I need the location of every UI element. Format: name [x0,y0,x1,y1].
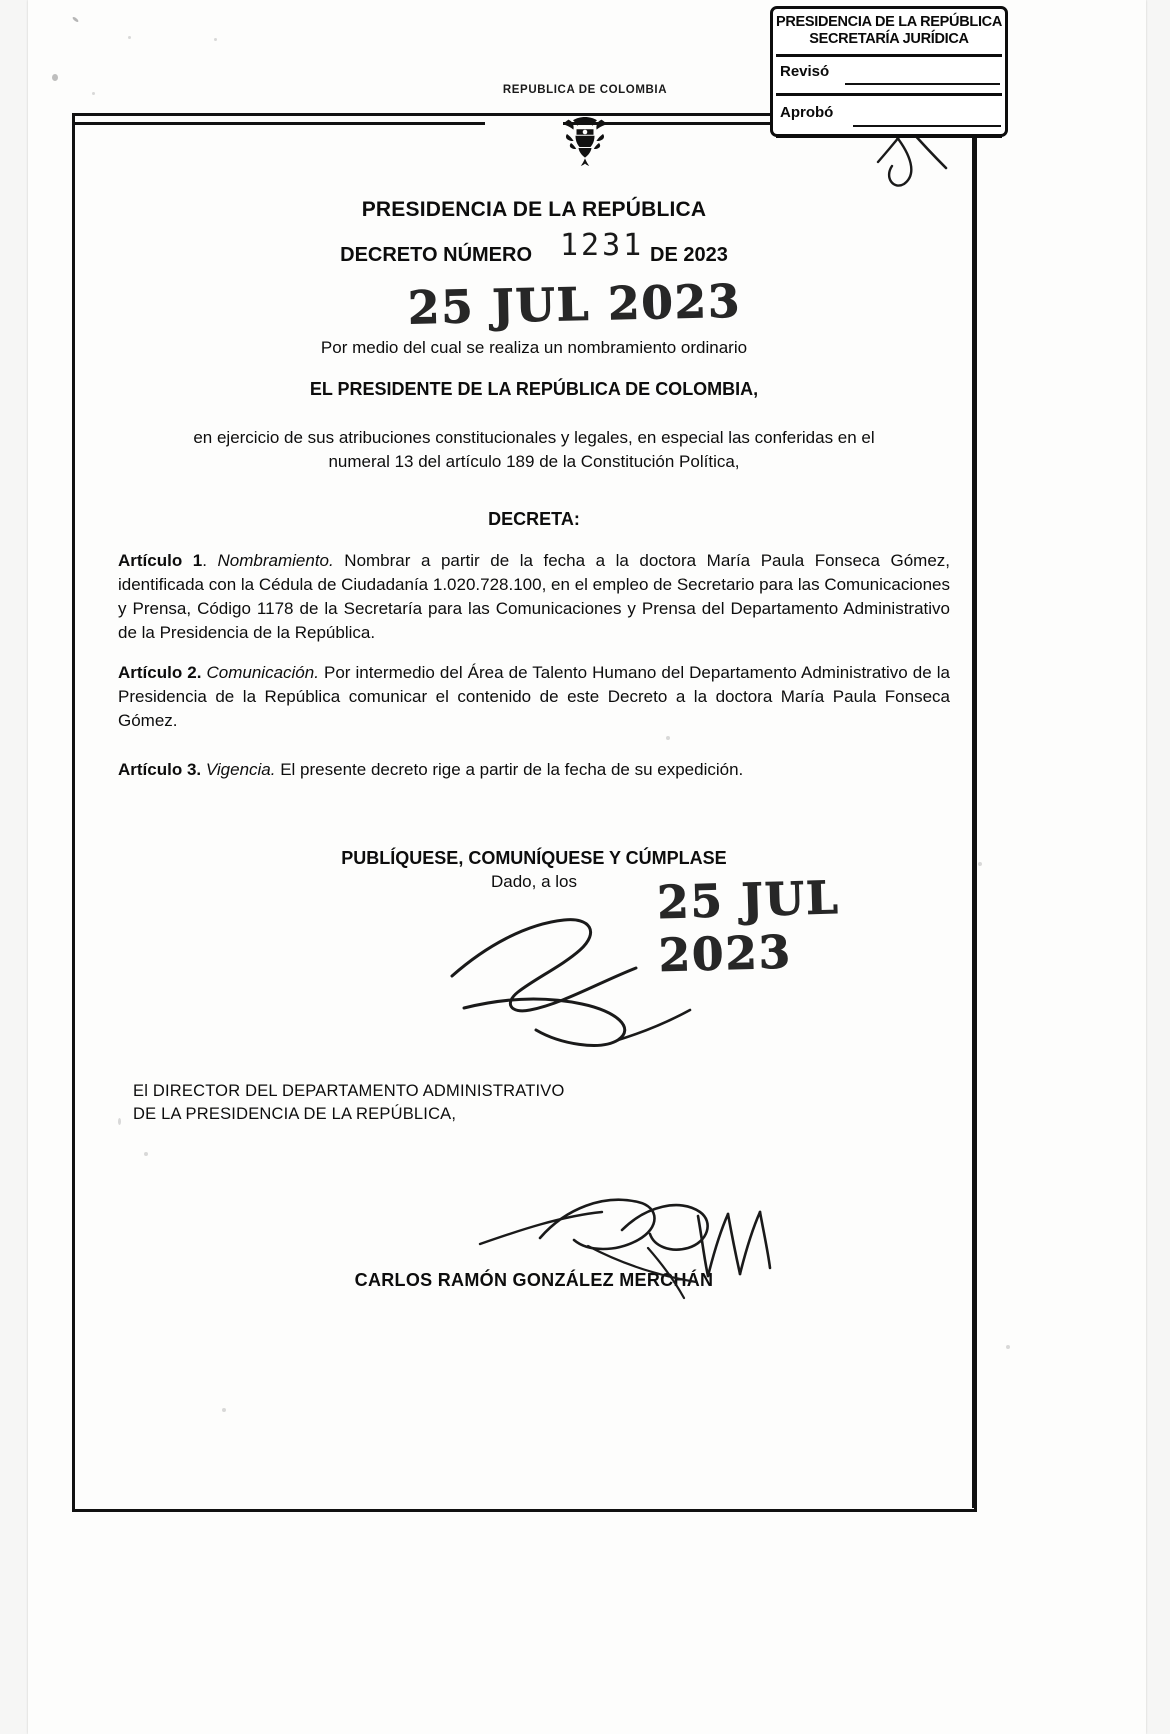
issuer-heading: EL PRESIDENTE DE LA REPÚBLICA DE COLOMBIA, [309,379,759,399]
article-1-title: Nombramiento. [217,551,334,570]
article-1-number: Artículo 1 [118,551,203,570]
review-stamp-divider [776,135,1002,138]
review-stamp-approved-line [853,125,1001,127]
director-title-line1: El DIRECTOR DEL DEPARTAMENTO ADMINISTRATIVO [133,1082,565,1100]
review-stamp-title-line2: SECRETARÍA JURÍDICA [809,31,969,48]
article-2-title: Comunicación. [206,663,319,682]
director-name: CARLOS RAMÓN GONZÁLEZ MERCHÁN [354,1270,714,1290]
scan-speck [978,862,982,866]
article-3 [118,758,950,782]
review-stamp-divider [776,93,1002,96]
director-title-line2: DE LA PRESIDENCIA DE LA REPÚBLICA, [133,1104,457,1123]
decree-number-suffix: DE 2023 [650,244,728,266]
review-stamp-title-line1: PRESIDENCIA DE LA REPÚBLICA [775,14,1003,30]
article-1-separator: . [202,551,218,570]
decree-number-line [118,244,950,267]
scan-speck [214,38,217,41]
document-border-accent [972,115,975,1508]
article-3-body: El presente decreto rige a partir de la fecha de su expedición. [275,760,744,779]
coat-of-arms-icon [562,113,608,171]
article-2-number: Artículo 2. [118,663,202,682]
review-stamp-title [773,9,1005,48]
date-stamp-header: 25 JUL 2023 [407,274,742,335]
decree-number-prefix: DECRETO NÚMERO [340,244,533,266]
preamble-line1: en ejercicio de sus atribuciones constitucionales y legales, en especial las conferidas en el [193,428,875,447]
preamble-line2: numeral 13 del artículo 189 de la Constitución Política, [328,452,740,472]
decree-subtitle: Por medio del cual se realiza un nombramiento ordinario [320,338,748,357]
article-2-body: Por intermedio del Área de Talento Humano del Departamento Administrativo de la Presidencia de la República comunicar el contenido de este Decreto a la doctora María Paula Fonseca Gómez. [118,663,950,731]
article-2 [118,661,950,733]
article-1 [118,549,950,646]
date-stamp-signature: 25 JUL 2023 [656,871,841,983]
review-stamp-reviewed-line [845,83,1000,85]
review-stamp-reviewed-label: Revisó [780,63,830,80]
article-3-number: Artículo 3. [118,760,202,779]
decreta-heading: DECRETA: [488,509,580,529]
institution-title: PRESIDENCIA DE LA REPÚBLICA [361,198,707,221]
scan-speck [128,36,131,39]
decree-number-value: 1231 [560,228,645,263]
preamble [118,426,950,474]
review-stamp-approved-label: Aprobó [780,104,834,121]
given-label: Dado, a los [491,872,577,891]
review-stamp [770,6,1008,137]
closing-formula: PUBLÍQUESE, COMUNÍQUESE Y CÚMPLASE [341,848,727,868]
article-3-title: Vigencia. [205,760,276,779]
country-header: REPUBLICA DE COLOMBIA [502,84,668,96]
article-1-body: Nombrar a partir de la fecha a la doctora María Paula Fonseca Gómez, identificada con la Cédula de Ciudadanía 1.020.728.100, en el empleo de Secretario para las Comunicaciones y Prensa, Código 1178 de la Secretaría para las Comunicaciones y Prensa del Departamento Administrativo de la Presidencia de la República. [118,551,950,643]
scan-speck [1006,1345,1010,1349]
scan-speck [52,74,58,81]
director-title [133,1080,833,1126]
review-stamp-divider [776,54,1002,57]
